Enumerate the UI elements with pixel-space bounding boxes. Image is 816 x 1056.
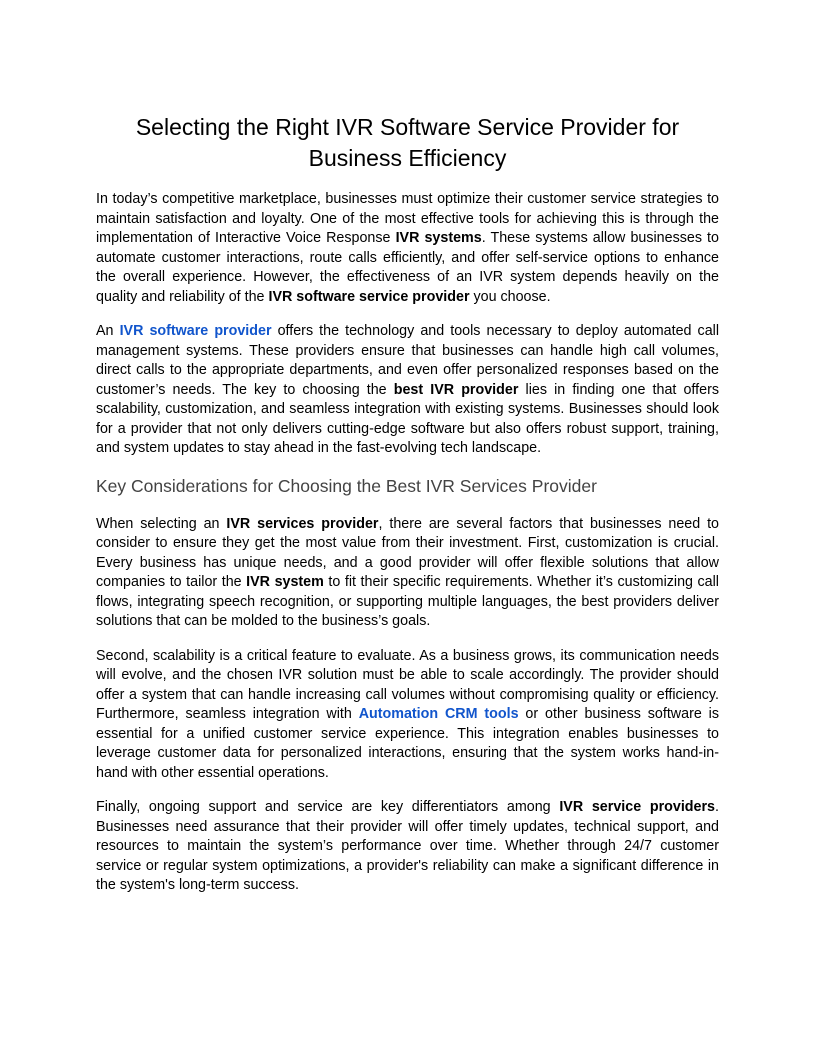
bold-text: best IVR provider xyxy=(393,381,519,398)
automation-crm-tools-link[interactable]: Automation CRM tools xyxy=(358,706,519,722)
text-run: , there are several factors that businesses need to consider to ensure they get the most value from their investment. First, customization is crucial. Every business has unique needs, and a good provider will offer flexible solutions that allow companies to tailor the xyxy=(96,515,720,590)
text-run: . These systems allow businesses to automate customer interactions, route calls efficiently, and offer self-service options to enhance the overall experience. However, the effectiveness of an IVR system depends heavily on the quality and reliability of the xyxy=(96,230,719,305)
document-page xyxy=(96,112,719,911)
bold-text: IVR system xyxy=(246,574,324,590)
section-heading: Key Considerations for Choosing the Best IVR Services Provider xyxy=(96,475,597,496)
text-run: In today’s competitive marketplace, businesses must optimize their customer service strategies to maintain satisfaction and loyalty. One of the most effective tools for achieving this is through the implementation of Interactive Voice Response xyxy=(96,191,719,246)
text-run: Second, scalability is a critical feature to evaluate. As a business grows, its communication needs will evolve, and the chosen IVR solution must be able to scale accordingly. The provider should offer a system that can handle increasing call volumes without compromising quality or efficiency. Furthermore, seamless integration with xyxy=(96,647,719,722)
bold-text: IVR service providers xyxy=(559,799,716,815)
text-run: lies in finding one that offers scalability, customization, and seamless integration with existing systems. Businesses should look for a provider that not only delivers cutting-edge software but also offers robust support, training, and system updates to stay ahead in the fast-evolving tech landscape. xyxy=(96,381,719,456)
paragraph-intro xyxy=(96,190,719,307)
paragraph-support xyxy=(96,798,719,896)
paragraph-provider xyxy=(96,322,719,459)
text-run: or other business software is essential for a unified customer service experience. This integration enables businesses to leverage customer data for personalized interactions, ensuring that the system works hand-in-hand with other essential operations. xyxy=(96,706,719,781)
text-run: to fit their specific requirements. Whether it’s customizing call flows, integrating speech recognition, or supporting multiple languages, the best providers deliver solutions that can be molded to the business’s goals. xyxy=(96,574,719,629)
paragraph-scalability xyxy=(96,647,719,784)
text-run: offers the technology and tools necessary to deploy automated call management systems. These providers ensure that businesses can handle high call volumes, direct calls to the appropriate departments, and even offer personalized responses based on the customer’s needs. The key to choosing the xyxy=(96,323,719,398)
text-run: you choose. xyxy=(469,288,551,305)
text-run: . Businesses need assurance that their provider will offer timely updates, technical support, and resources to maintain the system’s performance over time. Whether through 24/7 customer service or regular system optimizations, a provider's reliability can make a significant difference in the system's long-term success. xyxy=(96,799,719,893)
page-title: Selecting the Right IVR Software Service Provider for Business Efficiency xyxy=(135,114,680,171)
text-run: Finally, ongoing support and service are key differentiators among xyxy=(96,799,560,815)
bold-text: IVR systems xyxy=(395,230,482,246)
paragraph-customization xyxy=(96,515,719,632)
ivr-software-provider-link[interactable]: IVR software provider xyxy=(119,323,272,339)
text-run: When selecting an xyxy=(96,515,227,532)
text-run: An xyxy=(96,323,120,339)
bold-text: IVR software service provider xyxy=(268,288,470,305)
bold-text: IVR services provider xyxy=(226,515,379,532)
